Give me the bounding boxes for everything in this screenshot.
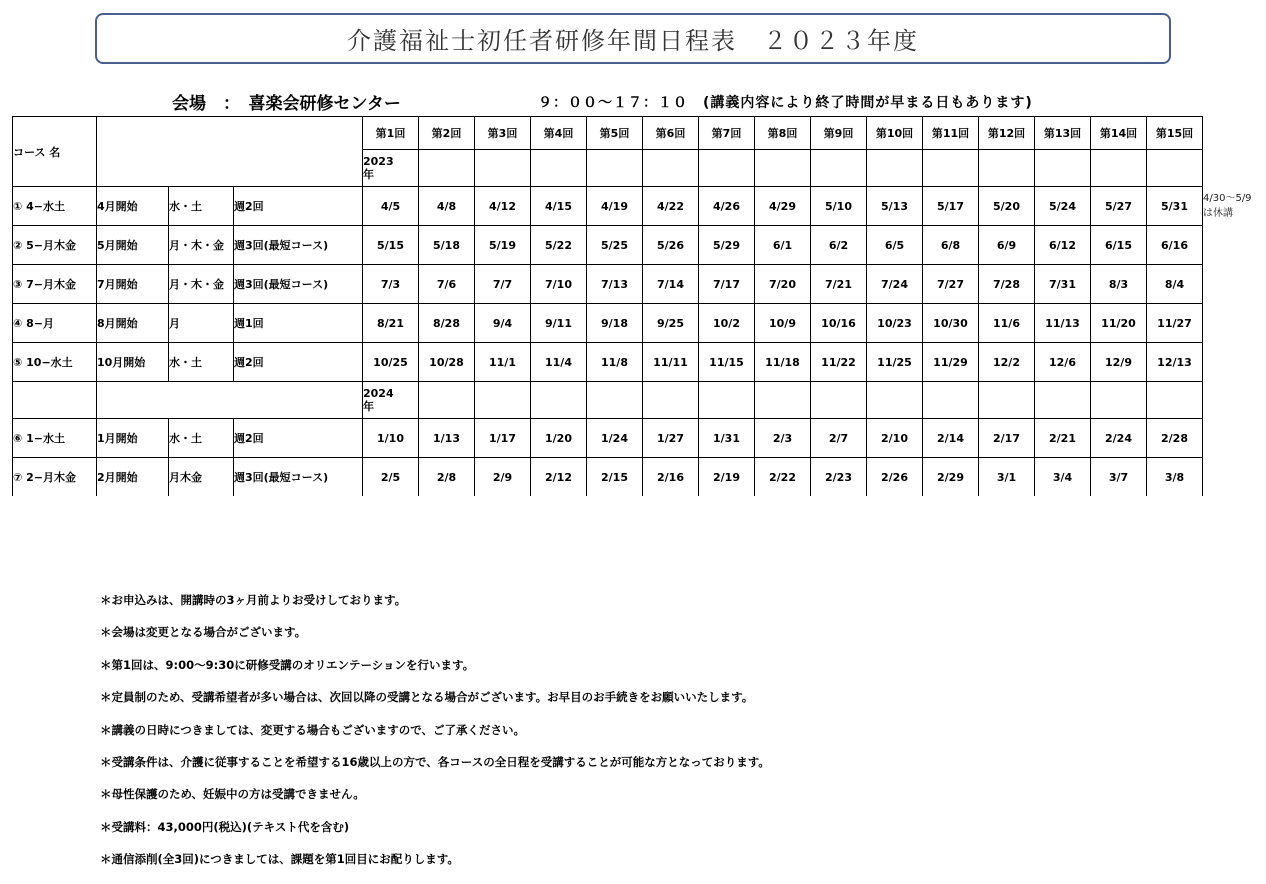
year-filler-cell bbox=[755, 382, 811, 419]
session-date: 12/9 bbox=[1091, 343, 1147, 382]
session-date: 12/13 bbox=[1147, 343, 1203, 382]
year-filler-cell bbox=[587, 382, 643, 419]
session-date: 7/21 bbox=[811, 265, 867, 304]
session-date: 10/9 bbox=[755, 304, 811, 343]
year-filler-cell bbox=[811, 150, 867, 187]
session-date: 4/15 bbox=[531, 187, 587, 226]
session-date: 7/31 bbox=[1035, 265, 1091, 304]
year-filler-cell bbox=[1035, 150, 1091, 187]
session-date: 6/1 bbox=[755, 226, 811, 265]
course-days: 月木金 bbox=[169, 458, 234, 497]
course-days: 水・土 bbox=[169, 343, 234, 382]
session-date: 5/15 bbox=[363, 226, 419, 265]
year-label-2024: 2024 年 bbox=[363, 382, 419, 419]
course-row bbox=[13, 343, 1203, 382]
session-date: 4/5 bbox=[363, 187, 419, 226]
session-header: 第5回 bbox=[587, 117, 643, 150]
year-filler-cell bbox=[1091, 382, 1147, 419]
session-date: 5/29 bbox=[699, 226, 755, 265]
session-date: 4/19 bbox=[587, 187, 643, 226]
session-date: 3/7 bbox=[1091, 458, 1147, 497]
session-date: 11/13 bbox=[1035, 304, 1091, 343]
session-date: 1/31 bbox=[699, 419, 755, 458]
session-date: 1/20 bbox=[531, 419, 587, 458]
course-frequency: 週3回(最短コース) bbox=[234, 265, 363, 304]
year-filler-cell bbox=[643, 150, 699, 187]
session-date: 3/8 bbox=[1147, 458, 1203, 497]
course-start: 2月開始 bbox=[97, 458, 169, 497]
session-date: 8/28 bbox=[419, 304, 475, 343]
session-header: 第14回 bbox=[1091, 117, 1147, 150]
session-date: 7/3 bbox=[363, 265, 419, 304]
session-date: 10/23 bbox=[867, 304, 923, 343]
session-date: 7/6 bbox=[419, 265, 475, 304]
course-name: ④ 8−月 bbox=[13, 304, 97, 343]
session-date: 2/28 bbox=[1147, 419, 1203, 458]
course-days: 水・土 bbox=[169, 419, 234, 458]
session-header: 第6回 bbox=[643, 117, 699, 150]
session-date: 9/18 bbox=[587, 304, 643, 343]
venue-label: 会場 ： 喜楽会研修センター bbox=[172, 94, 401, 114]
session-date: 11/18 bbox=[755, 343, 811, 382]
session-header: 第8回 bbox=[755, 117, 811, 150]
session-date: 11/15 bbox=[699, 343, 755, 382]
year-filler-cell bbox=[699, 382, 755, 419]
session-date: 2/12 bbox=[531, 458, 587, 497]
session-date: 11/25 bbox=[867, 343, 923, 382]
course-frequency: 週2回 bbox=[234, 343, 363, 382]
session-date: 5/26 bbox=[643, 226, 699, 265]
year-filler-cell bbox=[699, 150, 755, 187]
session-date: 4/12 bbox=[475, 187, 531, 226]
session-date: 11/20 bbox=[1091, 304, 1147, 343]
course-row bbox=[13, 187, 1203, 226]
session-date: 2/19 bbox=[699, 458, 755, 497]
session-date: 5/31 bbox=[1147, 187, 1203, 226]
note-item: ＊講義の日時につきましては、変更する場合もございますので、ご了承ください。 bbox=[100, 722, 526, 737]
session-date: 5/18 bbox=[419, 226, 475, 265]
session-header: 第11回 bbox=[923, 117, 979, 150]
session-date: 2/14 bbox=[923, 419, 979, 458]
year-filler-cell bbox=[1147, 150, 1203, 187]
session-date: 2/17 bbox=[979, 419, 1035, 458]
session-date: 7/28 bbox=[979, 265, 1035, 304]
year-filler-cell bbox=[419, 150, 475, 187]
session-date: 5/22 bbox=[531, 226, 587, 265]
session-date: 7/27 bbox=[923, 265, 979, 304]
session-date: 6/15 bbox=[1091, 226, 1147, 265]
session-header: 第3回 bbox=[475, 117, 531, 150]
time-label: ９：００～１７：１０ (講義内容により終了時間が早まる日もあります) bbox=[538, 95, 1033, 111]
session-date: 2/15 bbox=[587, 458, 643, 497]
course-days: 水・土 bbox=[169, 187, 234, 226]
year-filler-cell bbox=[1147, 382, 1203, 419]
schedule-table bbox=[12, 116, 1203, 496]
note-item: ＊受講条件は、介護に従事することを希望する16歳以上の方で、各コースの全日程を受講することが可能な方となっております。 bbox=[100, 754, 770, 769]
session-date: 10/2 bbox=[699, 304, 755, 343]
session-date: 5/10 bbox=[811, 187, 867, 226]
session-date: 11/1 bbox=[475, 343, 531, 382]
session-date: 2/26 bbox=[867, 458, 923, 497]
session-date: 9/25 bbox=[643, 304, 699, 343]
session-date: 5/27 bbox=[1091, 187, 1147, 226]
session-date: 11/22 bbox=[811, 343, 867, 382]
session-date: 3/1 bbox=[979, 458, 1035, 497]
session-date: 8/21 bbox=[363, 304, 419, 343]
session-date: 5/17 bbox=[923, 187, 979, 226]
year-filler-cell bbox=[1091, 150, 1147, 187]
session-date: 11/11 bbox=[643, 343, 699, 382]
session-header-row bbox=[13, 117, 1203, 150]
course-days: 月・木・金 bbox=[169, 265, 234, 304]
course-frequency: 週3回(最短コース) bbox=[234, 458, 363, 497]
side-note-line2: は休講 bbox=[1203, 208, 1233, 219]
session-date: 2/22 bbox=[755, 458, 811, 497]
year-filler-cell bbox=[755, 150, 811, 187]
year-filler-cell bbox=[531, 382, 587, 419]
session-date: 6/2 bbox=[811, 226, 867, 265]
year-filler-cell bbox=[475, 150, 531, 187]
course-start: 7月開始 bbox=[97, 265, 169, 304]
session-header: 第13回 bbox=[1035, 117, 1091, 150]
session-header: 第4回 bbox=[531, 117, 587, 150]
course-name-blank bbox=[13, 382, 97, 419]
note-item: ＊第1回は、9:00～9:30に研修受講のオリエンテーションを行います。 bbox=[100, 657, 475, 672]
session-date: 2/3 bbox=[755, 419, 811, 458]
session-date: 10/16 bbox=[811, 304, 867, 343]
course-start: 4月開始 bbox=[97, 187, 169, 226]
session-date: 2/10 bbox=[867, 419, 923, 458]
session-date: 2/8 bbox=[419, 458, 475, 497]
session-date: 11/8 bbox=[587, 343, 643, 382]
course-info-header bbox=[97, 117, 363, 187]
session-date: 7/20 bbox=[755, 265, 811, 304]
session-date: 4/26 bbox=[699, 187, 755, 226]
session-date: 2/24 bbox=[1091, 419, 1147, 458]
session-date: 12/2 bbox=[979, 343, 1035, 382]
session-date: 4/29 bbox=[755, 187, 811, 226]
note-item: ＊定員制のため、受講希望者が多い場合は、次回以降の受講となる場合がございます。お早目のお手続きをお願いいたします。 bbox=[100, 690, 754, 705]
session-date: 11/29 bbox=[923, 343, 979, 382]
session-date: 10/30 bbox=[923, 304, 979, 343]
course-row bbox=[13, 419, 1203, 458]
session-date: 7/14 bbox=[643, 265, 699, 304]
note-item: ＊受講料：43,000円(税込)(テキスト代を含む) bbox=[100, 819, 350, 834]
course-row bbox=[13, 265, 1203, 304]
note-item: ＊会場は変更となる場合がございます。 bbox=[100, 625, 307, 640]
course-start: 5月開始 bbox=[97, 226, 169, 265]
year-filler-cell bbox=[867, 150, 923, 187]
session-date: 11/27 bbox=[1147, 304, 1203, 343]
year-filler-cell bbox=[811, 382, 867, 419]
session-date: 11/6 bbox=[979, 304, 1035, 343]
session-date: 1/24 bbox=[587, 419, 643, 458]
session-date: 1/10 bbox=[363, 419, 419, 458]
session-date: 2/7 bbox=[811, 419, 867, 458]
course-name: ⑥ 1−水土 bbox=[13, 419, 97, 458]
session-date: 10/25 bbox=[363, 343, 419, 382]
session-date: 2/21 bbox=[1035, 419, 1091, 458]
session-date: 2/9 bbox=[475, 458, 531, 497]
session-date: 6/8 bbox=[923, 226, 979, 265]
session-date: 9/4 bbox=[475, 304, 531, 343]
year-row-2024 bbox=[13, 382, 1203, 419]
session-date: 7/10 bbox=[531, 265, 587, 304]
course-frequency: 週2回 bbox=[234, 187, 363, 226]
year-filler-cell bbox=[475, 382, 531, 419]
session-header: 第9回 bbox=[811, 117, 867, 150]
session-date: 7/24 bbox=[867, 265, 923, 304]
year-filler-cell bbox=[531, 150, 587, 187]
session-date: 6/9 bbox=[979, 226, 1035, 265]
session-date: 4/8 bbox=[419, 187, 475, 226]
session-date: 2/29 bbox=[923, 458, 979, 497]
session-date: 12/6 bbox=[1035, 343, 1091, 382]
year-filler-cell bbox=[923, 150, 979, 187]
session-date: 6/5 bbox=[867, 226, 923, 265]
session-date: 5/13 bbox=[867, 187, 923, 226]
page-title: 介護福祉士初任者研修年間日程表 ２０２３年度 bbox=[95, 13, 1171, 64]
session-date: 2/16 bbox=[643, 458, 699, 497]
session-header: 第1回 bbox=[363, 117, 419, 150]
session-date: 6/12 bbox=[1035, 226, 1091, 265]
session-date: 5/20 bbox=[979, 187, 1035, 226]
course-name: ⑤ 10−水土 bbox=[13, 343, 97, 382]
session-date: 5/19 bbox=[475, 226, 531, 265]
session-date: 4/22 bbox=[643, 187, 699, 226]
year-filler-cell bbox=[419, 382, 475, 419]
course-name-header: コース 名 bbox=[13, 117, 97, 187]
course-name: ⑦ 2−月木金 bbox=[13, 458, 97, 497]
note-item: ＊母性保護のため、妊娠中の方は受講できません。 bbox=[100, 787, 365, 802]
session-date: 6/16 bbox=[1147, 226, 1203, 265]
year-filler-cell bbox=[979, 150, 1035, 187]
note-item: ＊お申込みは、開講時の3ヶ月前よりお受けしております。 bbox=[100, 593, 407, 607]
course-row bbox=[13, 226, 1203, 265]
session-date: 5/25 bbox=[587, 226, 643, 265]
course-name: ③ 7−月木金 bbox=[13, 265, 97, 304]
year-filler-cell bbox=[979, 382, 1035, 419]
session-header: 第7回 bbox=[699, 117, 755, 150]
course-start: 10月開始 bbox=[97, 343, 169, 382]
session-header: 第15回 bbox=[1147, 117, 1203, 150]
course-days: 月・木・金 bbox=[169, 226, 234, 265]
session-date: 10/28 bbox=[419, 343, 475, 382]
course-row bbox=[13, 304, 1203, 343]
session-date: 2/23 bbox=[811, 458, 867, 497]
year-filler-cell bbox=[923, 382, 979, 419]
session-date: 8/3 bbox=[1091, 265, 1147, 304]
year-filler-cell bbox=[1035, 382, 1091, 419]
year-filler-cell bbox=[867, 382, 923, 419]
side-note bbox=[1203, 191, 1252, 221]
course-start: 1月開始 bbox=[97, 419, 169, 458]
session-date: 11/4 bbox=[531, 343, 587, 382]
course-start: 8月開始 bbox=[97, 304, 169, 343]
session-date: 7/7 bbox=[475, 265, 531, 304]
session-date: 1/27 bbox=[643, 419, 699, 458]
session-header: 第10回 bbox=[867, 117, 923, 150]
session-date: 9/11 bbox=[531, 304, 587, 343]
session-date: 7/13 bbox=[587, 265, 643, 304]
course-frequency: 週3回(最短コース) bbox=[234, 226, 363, 265]
session-date: 5/24 bbox=[1035, 187, 1091, 226]
session-date: 8/4 bbox=[1147, 265, 1203, 304]
course-name: ① 4−水土 bbox=[13, 187, 97, 226]
course-name: ② 5−月木金 bbox=[13, 226, 97, 265]
course-info-blank bbox=[97, 382, 363, 419]
course-row bbox=[13, 458, 1203, 497]
session-date: 1/17 bbox=[475, 419, 531, 458]
course-frequency: 週1回 bbox=[234, 304, 363, 343]
year-filler-cell bbox=[587, 150, 643, 187]
note-item: ＊通信添削(全3回)につきましては、課題を第1回目にお配りします。 bbox=[100, 852, 459, 867]
notes-list bbox=[100, 592, 770, 884]
session-date: 3/4 bbox=[1035, 458, 1091, 497]
session-header: 第2回 bbox=[419, 117, 475, 150]
year-label-2023: 2023 年 bbox=[363, 150, 419, 187]
session-header: 第12回 bbox=[979, 117, 1035, 150]
side-note-line1: 4/30～5/9 bbox=[1203, 193, 1252, 204]
course-frequency: 週2回 bbox=[234, 419, 363, 458]
session-date: 2/5 bbox=[363, 458, 419, 497]
session-date: 7/17 bbox=[699, 265, 755, 304]
year-filler-cell bbox=[643, 382, 699, 419]
session-date: 1/13 bbox=[419, 419, 475, 458]
course-days: 月 bbox=[169, 304, 234, 343]
